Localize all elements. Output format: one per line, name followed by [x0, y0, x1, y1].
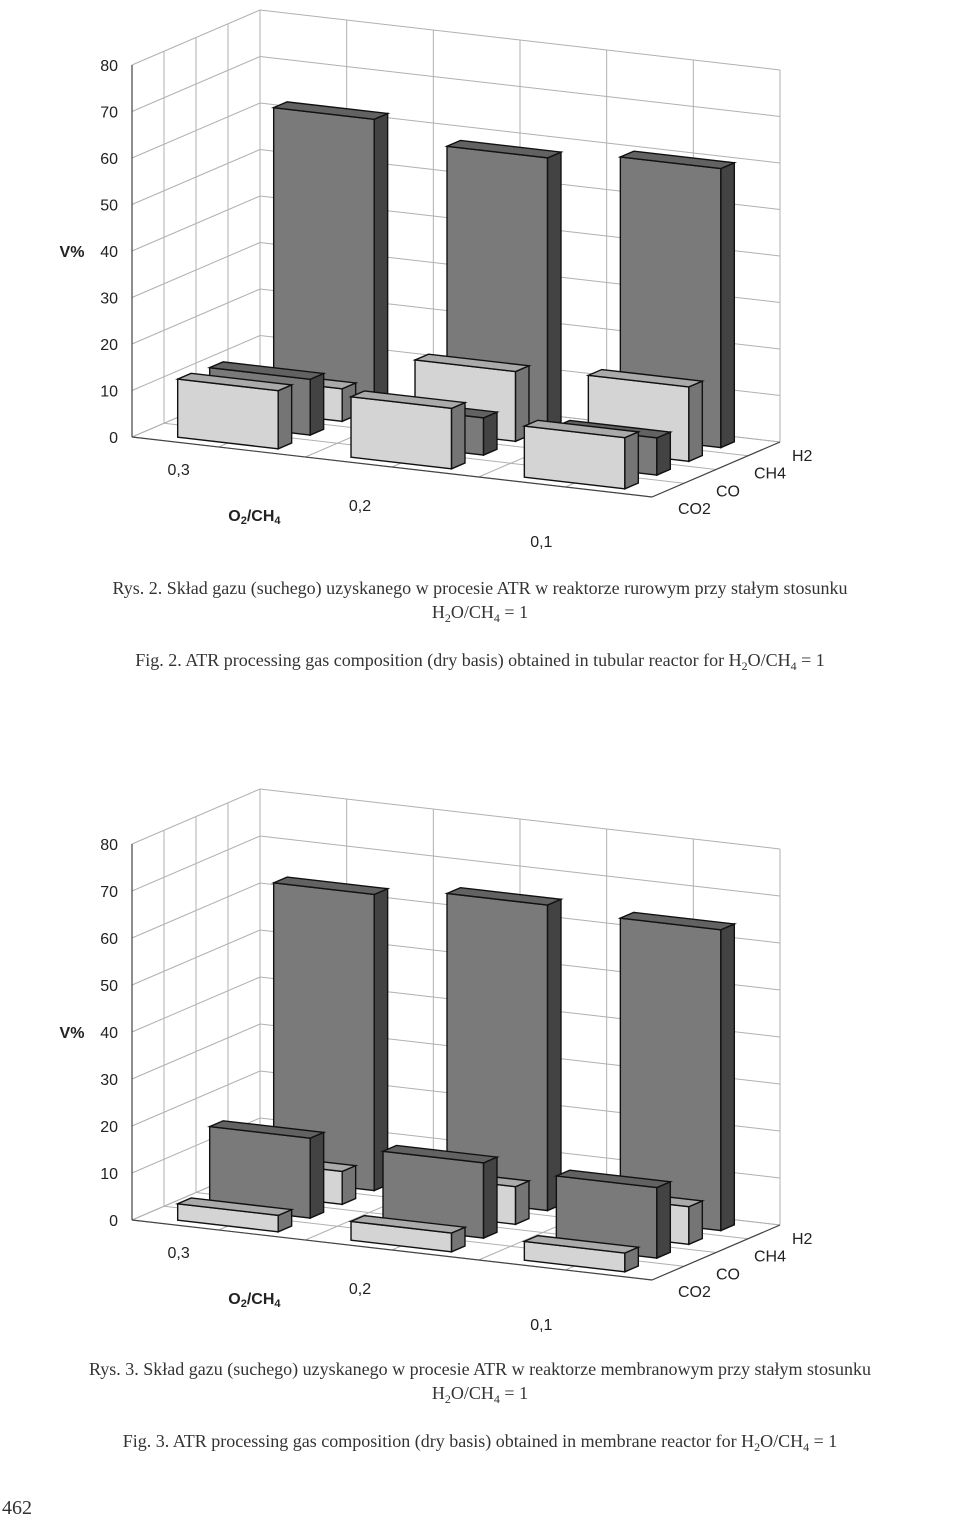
caption-fig3-english [0, 1429, 960, 1453]
fig2-series-label: CH4 [754, 465, 787, 483]
fig3-category-label: 0,3 [167, 1245, 190, 1262]
fig2-ytick-label: 60 [100, 151, 118, 168]
bar-side-face [657, 432, 670, 475]
fig2-series-label: H2 [792, 447, 813, 465]
x-axis-label-part: /CH [246, 508, 275, 526]
ratio-h: H [728, 650, 742, 670]
fig2-ytick-label: 20 [100, 337, 118, 354]
fig2-category-label: 0,1 [530, 534, 553, 551]
ratio-o-ch: O/CH [747, 650, 791, 670]
fig2-bar-co2-1 [351, 391, 465, 469]
fig2-category-label: 0,3 [167, 462, 190, 479]
bar-side-face [516, 1181, 529, 1224]
fig2-gridline [132, 57, 780, 117]
ratio-o-ch: O/CH [760, 1431, 804, 1451]
fig2-ytick-label: 70 [100, 104, 118, 122]
caption-fig3-polish-line1: Rys. 3. Skład gazu (suchego) uzyskanego w procesie ATR w reaktorze membranowym przy stałym stosunku [88, 1359, 872, 1379]
caption-fig2-english-text: Fig. 2. ATR processing gas composition (dry basis) obtained in tubular reactor for [135, 650, 725, 670]
caption-fig3-english-text: Fig. 3. ATR processing gas composition (dry basis) obtained in membrane reactor for [122, 1431, 737, 1451]
ratio-eq: = 1 [796, 650, 825, 670]
fig3-series-label: H2 [792, 1230, 813, 1248]
caption-fig2-polish-line1: Rys. 2. Skład gazu (suchego) uzyskanego w procesie ATR w reaktorze rurowym przy stałym stosunku [112, 578, 848, 598]
ratio-eq: = 1 [809, 1431, 838, 1451]
ratio-h: H [741, 1431, 755, 1451]
fig2-bar-co2-2 [524, 420, 638, 489]
fig3-ytick-label: 30 [100, 1072, 118, 1089]
fig3-ytick-label: 40 [100, 1025, 118, 1042]
fig3-ytick-label: 80 [100, 837, 118, 854]
chart-fig2 [0, 0, 960, 551]
chart-fig2-svg [0, 0, 960, 551]
chart-fig3 [0, 775, 960, 1334]
bar-side-face [689, 381, 702, 461]
bar-side-face [310, 1132, 323, 1218]
bar-side-face [278, 385, 291, 449]
page-number: 462 [2, 1497, 32, 1519]
bar-side-face [374, 889, 387, 1191]
x-axis-label-part: 2 [240, 515, 247, 528]
caption-fig3-polish [0, 1357, 960, 1405]
bar-side-face [484, 412, 497, 455]
fig2-ytick-label: 0 [109, 430, 118, 447]
bar-front-face [274, 108, 375, 408]
bar-side-face [548, 899, 561, 1210]
ratio-o-ch: O/CH [450, 1383, 494, 1403]
fig3-series-label: CH4 [754, 1248, 787, 1266]
fig3-ytick-label: 20 [100, 1119, 118, 1136]
fig2-series-label: CO2 [678, 501, 711, 519]
fig3-category-label: 0,1 [530, 1317, 553, 1334]
x-axis-label-part: 4 [274, 515, 281, 528]
ratio-sub-2: 2 [754, 1440, 761, 1454]
fig3-ytick-label: 10 [100, 1166, 118, 1183]
fig3-series-label: CO [716, 1266, 740, 1284]
ratio-h: H [431, 602, 445, 622]
bar-side-face [721, 924, 734, 1231]
fig2-ytick-label: 80 [100, 58, 118, 75]
fig3-y-axis-label: V% [59, 1025, 85, 1042]
x-axis-label-part: 4 [274, 1298, 281, 1311]
fig2-bar-h2-0 [274, 102, 388, 408]
bar-side-face [342, 1166, 355, 1205]
ratio-eq: = 1 [499, 1383, 529, 1403]
x-axis-label-part: 2 [240, 1298, 247, 1311]
fig2-ytick-label: 50 [100, 197, 118, 215]
fig3-ytick-label: 0 [109, 1213, 118, 1230]
fig3-gridline [132, 789, 780, 849]
fig3-series-label: CO2 [678, 1284, 711, 1302]
caption-fig2-polish [0, 576, 960, 624]
fig3-ytick-label: 70 [100, 884, 118, 901]
x-axis-label-part: O [228, 1291, 241, 1309]
bar-side-face [625, 432, 638, 489]
caption-fig3-polish-line2 [0, 1381, 960, 1405]
bar-side-face [689, 1201, 702, 1244]
caption-fig2-polish-line2 [0, 600, 960, 624]
ratio-sub-4: 4 [493, 1392, 500, 1406]
fig2-x-axis-label [228, 508, 281, 527]
fig2-ytick-label: 30 [100, 290, 118, 308]
x-axis-label-part: O [228, 508, 241, 526]
fig2-ytick-label: 40 [100, 244, 118, 261]
bar-side-face [721, 163, 734, 448]
fig2-category-label: 0,2 [348, 498, 372, 515]
bar-side-face [548, 152, 561, 427]
ratio-sub-4: 4 [790, 659, 797, 673]
fig3-category-label: 0,2 [348, 1281, 372, 1298]
ratio-sub-4: 4 [803, 1440, 810, 1454]
bar-side-face [484, 1157, 497, 1238]
fig3-ytick-label: 60 [100, 931, 118, 948]
ratio-sub-4: 4 [493, 611, 500, 625]
fig2-y-axis-label: V% [59, 244, 85, 261]
bar-side-face [310, 373, 323, 435]
ratio-sub-2: 2 [444, 1392, 451, 1406]
ratio-h: H [431, 1383, 445, 1403]
fig3-gridline [132, 836, 780, 896]
fig2-series-label: CO [716, 483, 740, 501]
bar-side-face [374, 113, 387, 407]
ratio-o-ch: O/CH [450, 602, 494, 622]
x-axis-label-part: /CH [246, 1291, 275, 1309]
bar-side-face [452, 403, 465, 469]
bar-front-face [351, 397, 452, 469]
fig3-x-axis-label [228, 1291, 281, 1310]
chart-fig3-svg [0, 775, 960, 1334]
ratio-sub-2: 2 [444, 611, 451, 625]
caption-fig2-english [0, 648, 960, 672]
ratio-sub-2: 2 [741, 659, 748, 673]
ratio-eq: = 1 [499, 602, 529, 622]
fig2-ytick-label: 10 [100, 383, 118, 401]
fig3-ytick-label: 50 [100, 978, 118, 995]
fig2-bar-co2-0 [178, 373, 292, 449]
bar-side-face [657, 1182, 670, 1258]
fig2-gridline [132, 10, 780, 70]
